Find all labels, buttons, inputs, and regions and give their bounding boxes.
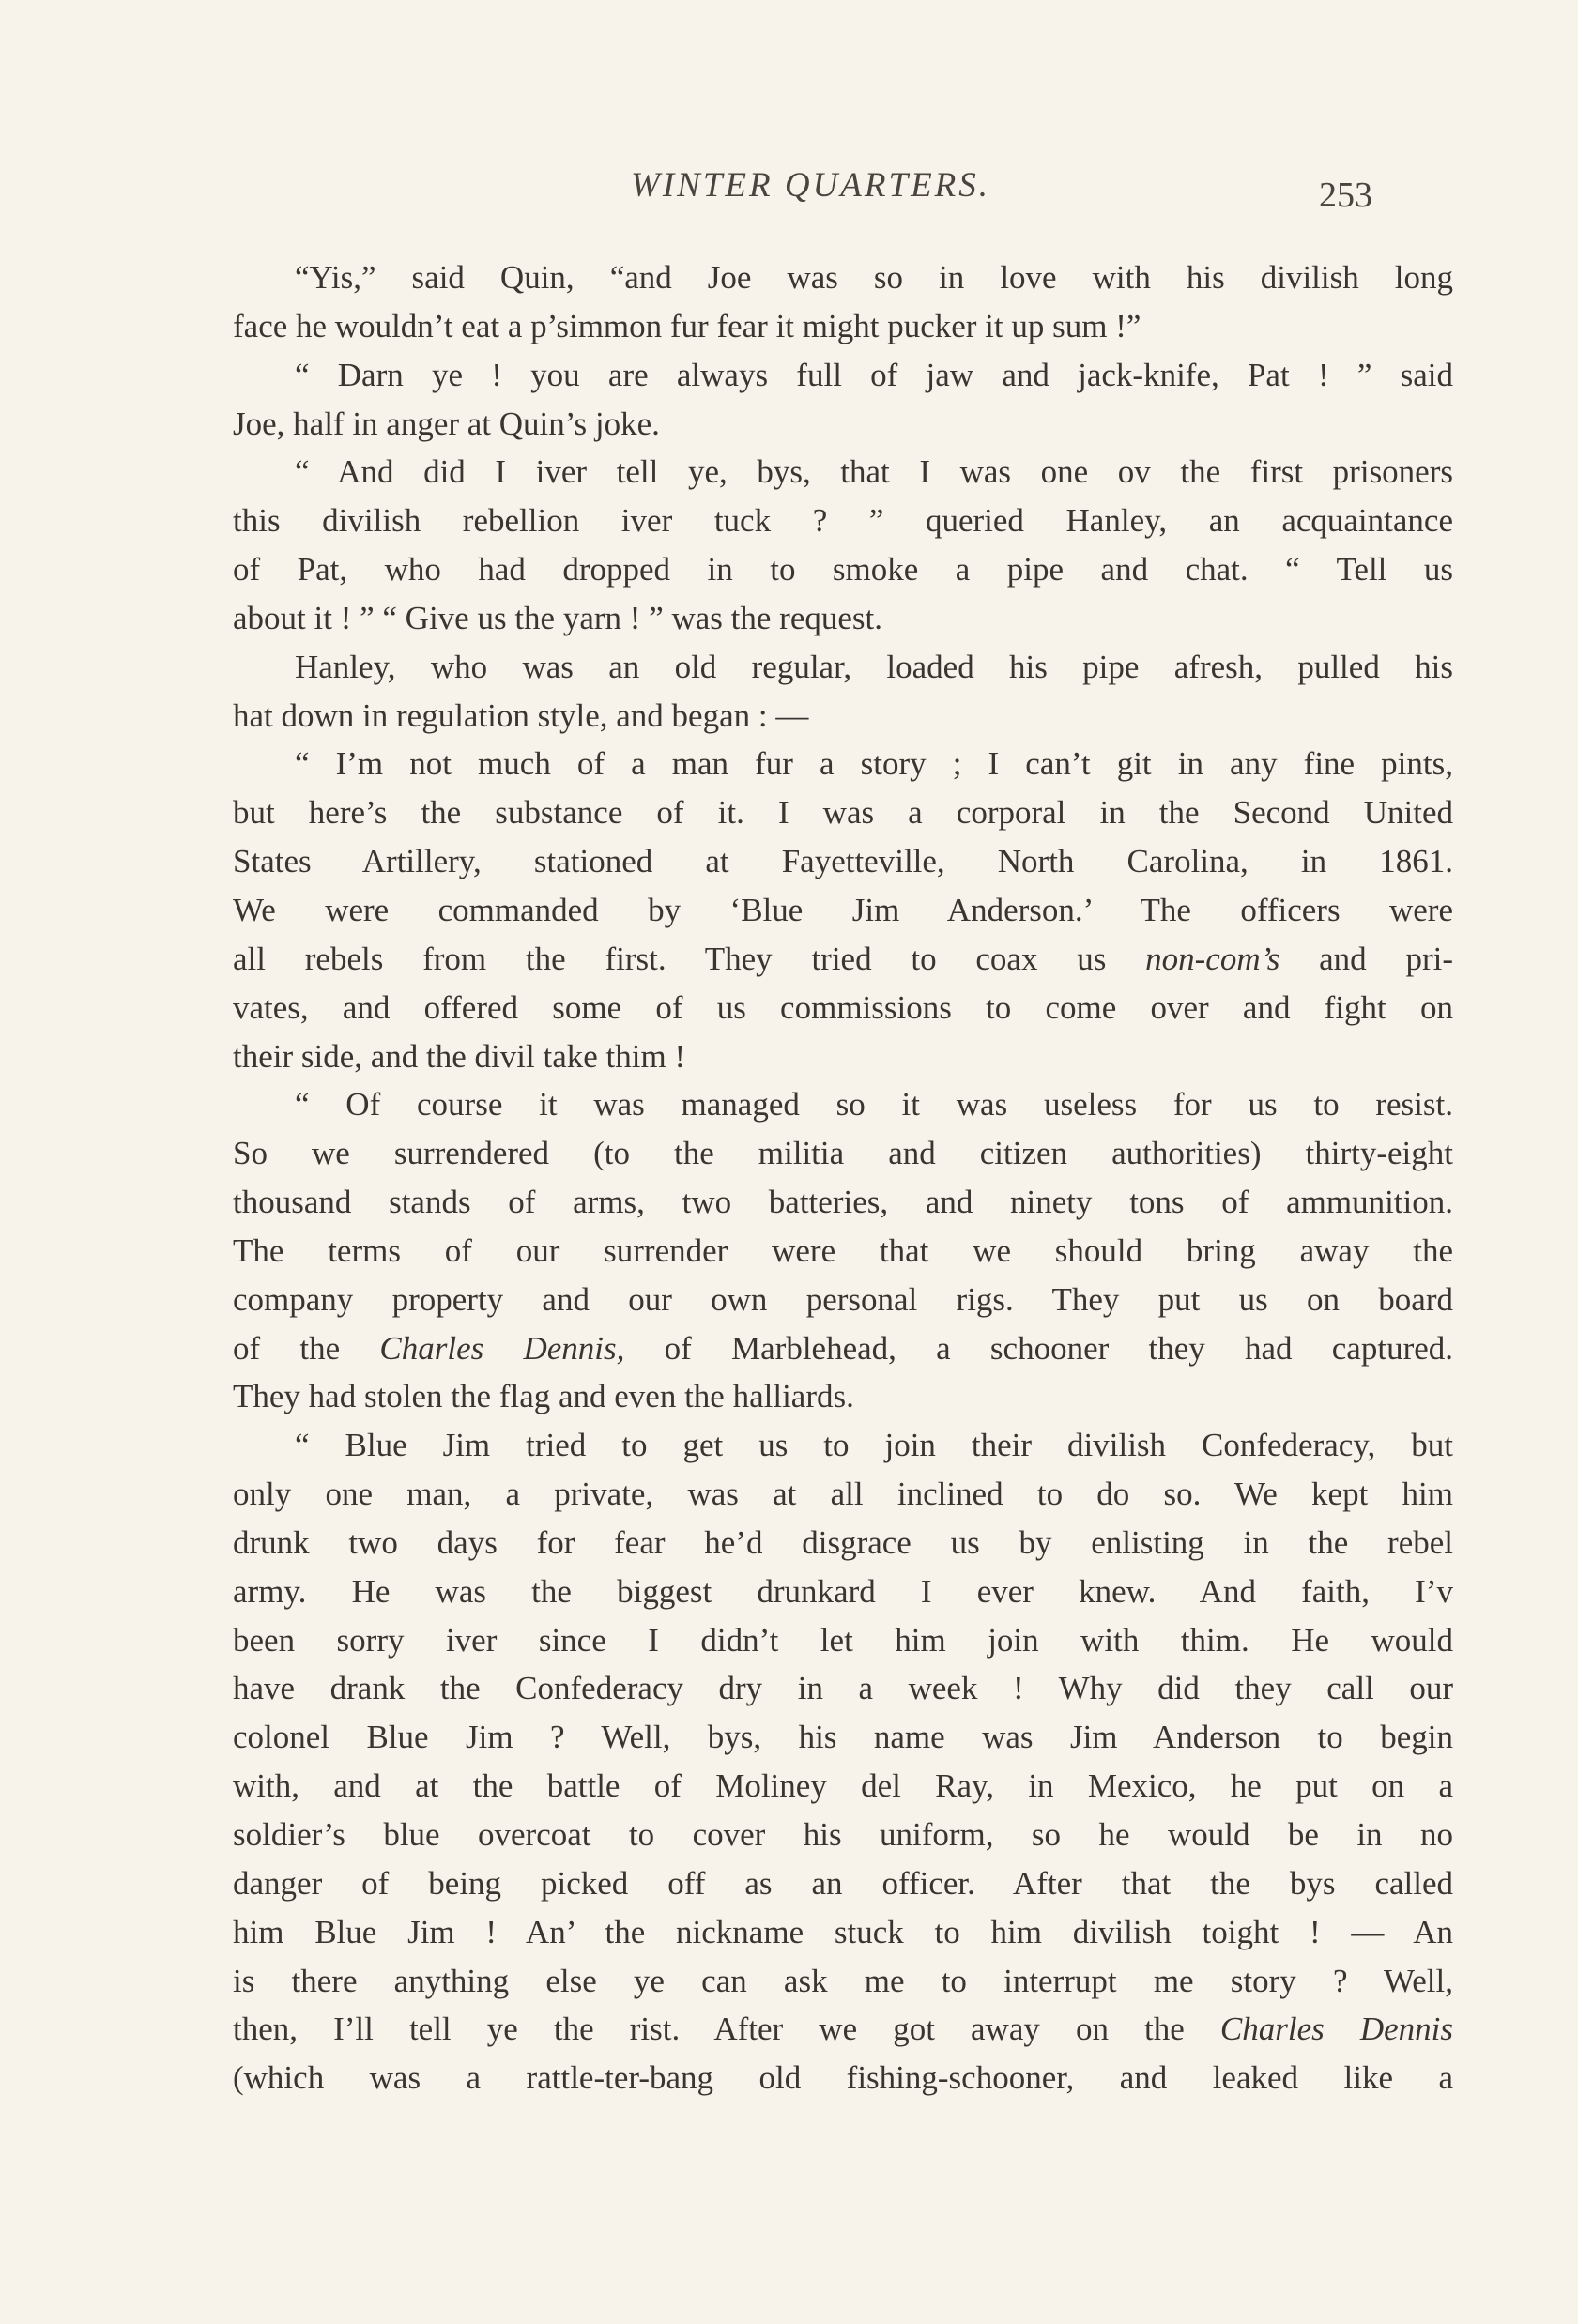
body-text [233,253,1453,2102]
italic-text-segment: Charles Dennis [1219,2011,1453,2048]
text-segment: of Marblehead, a schooner they had captured. [624,1329,1454,1367]
running-head: WINTER QUARTERS. [631,166,991,205]
text-line: vates, and offered some of us commissions to come over and fight on [233,988,1453,1026]
text-line: about it ! ” “ Give us the yarn ! ” was the request. [233,599,882,636]
text-line: “ And did I iver tell ye, bys, that I was one ov the first prisoners [295,453,1453,491]
text-line: but here’s the substance of it. I was a corporal in the Second United [233,794,1453,832]
text-line: “ Of course it was managed so it was useless for us to resist. [295,1086,1453,1124]
text-line: colonel Blue Jim ? Well, bys, his name was Jim Anderson to begin [233,1719,1453,1756]
text-line: drunk two days for fear he’d disgrace us by enlisting in the rebel [233,1523,1453,1561]
text-line: danger of being picked off as an officer. After that the bys called [233,1864,1453,1902]
text-line: (which was a rattle-ter-bang old fishing-schooner, and leaked like a [233,2059,1453,2097]
text-line: “ Blue Jim tried to get us to join their divilish Confederacy, but [295,1427,1453,1464]
text-line: face he wouldn’t eat a p’simmon fur fear it might pucker it up sum !” [233,307,1141,344]
text-line: only one man, a private, was at all inclined to do so. We kept him [233,1475,1453,1513]
text-line: with, and at the battle of Moliney del Ray, in Mexico, he put on a [233,1767,1453,1805]
text-line: So we surrendered (to the militia and citizen authorities) thirty-eight [233,1135,1453,1172]
text-line: hat down in regulation style, and began : — [233,696,809,734]
text-line: been sorry iver since I didn’t let him join with thim. He would [233,1621,1453,1659]
text-line [233,2005,1453,2054]
text-segment: all rebels from the first. They tried to coax us [233,940,1146,977]
text-segment: then, I’ll tell ye the rist. After we got away on the [233,2011,1220,2048]
text-line: is there anything else ye can ask me to interrupt me story ? Well, [233,1962,1453,1999]
text-line: States Artillery, stationed at Fayetteville, North Carolina, in 1861. [233,843,1453,880]
text-line: company property and our own personal rigs. They put us on board [233,1280,1453,1318]
text-line: army. He was the biggest drunkard I ever knew. And faith, I’v [233,1572,1453,1610]
text-line: of Pat, who had dropped in to smoke a pipe and chat. “ Tell us [233,551,1453,589]
text-line: Hanley, who was an old regular, loaded his pipe afresh, pulled his [295,648,1453,685]
text-line: Joe, half in anger at Quin’s joke. [233,405,660,442]
text-line: “ I’m not much of a man fur a story ; I can’t git in any fine pints, [295,745,1453,783]
text-line: We were commanded by ‘Blue Jim Anderson.’ The officers were [233,891,1453,928]
page-number: 253 [1319,176,1372,215]
text-segment: of the [233,1329,380,1367]
italic-text-segment: Charles Dennis, [379,1329,625,1367]
italic-text-segment: non-com’s [1145,940,1280,977]
text-line: him Blue Jim ! An’ the nickname stuck to him divilish toight ! — An [233,1913,1453,1950]
text-line: thousand stands of arms, two batteries, and ninety tons of ammunition. [233,1184,1453,1221]
text-line: The terms of our surrender were that we should bring away the [233,1231,1453,1269]
text-line: soldier’s blue overcoat to cover his uniform, so he would be in no [233,1816,1453,1853]
text-line: have drank the Confederacy dry in a week ! Why did they call our [233,1670,1453,1707]
text-line: “ Darn ye ! you are always full of jaw and jack-knife, Pat ! ” said [295,356,1453,393]
text-line: this divilish rebellion iver tuck ? ” queried Hanley, an acquaintance [233,502,1453,540]
text-line: their side, and the divil take thim ! [233,1037,686,1075]
text-segment: and pri- [1279,940,1453,977]
text-line [233,1324,1453,1373]
text-line [233,935,1453,984]
text-line: They had stolen the flag and even the halliards. [233,1378,854,1415]
text-line: “Yis,” said Quin, “and Joe was so in love with his divilish long [295,259,1453,296]
